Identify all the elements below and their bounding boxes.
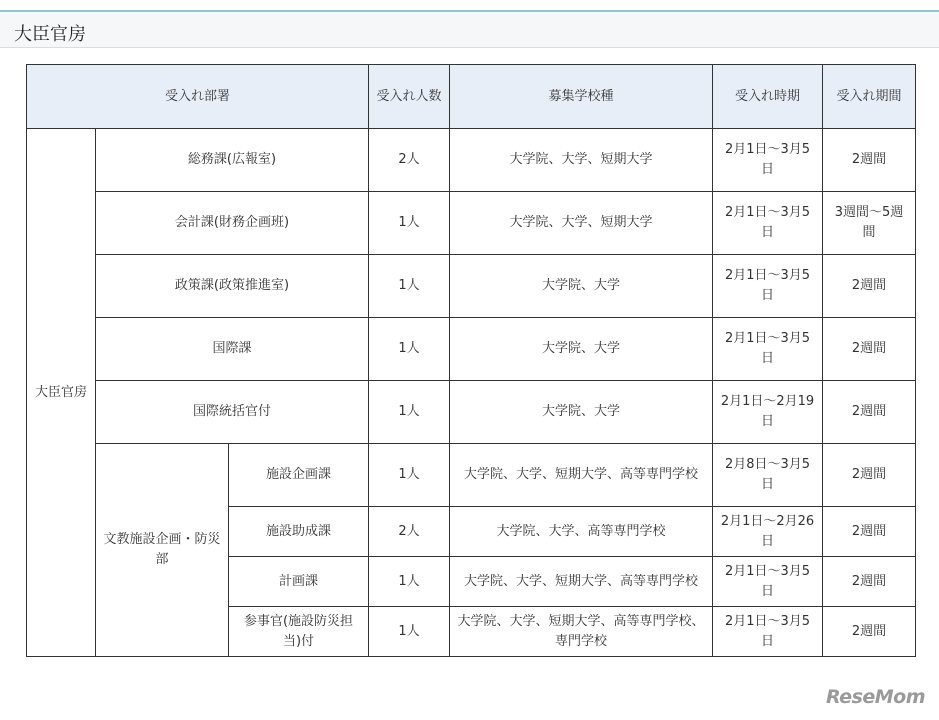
schools-cell: 大学院、大学、高等専門学校 [450, 507, 713, 557]
period-cell: 2月1日～2月19日 [713, 381, 823, 444]
schools-cell: 大学院、大学、短期大学、高等専門学校、専門学校 [450, 607, 713, 657]
count-cell: 1人 [369, 255, 450, 318]
resemom-logo: ReseMom [826, 686, 926, 708]
period-cell: 2月1日～3月5日 [713, 255, 823, 318]
duration-cell: 2週間 [823, 318, 916, 381]
table-row [27, 192, 916, 255]
header-row [27, 65, 916, 129]
section-title: 大臣官房 [14, 24, 86, 45]
schools-cell: 大学院、大学 [450, 381, 713, 444]
dept-cell: 参事官(施設防災担当)付 [229, 607, 369, 657]
duration-cell: 2週間 [823, 507, 916, 557]
period-cell: 2月1日～3月5日 [713, 129, 823, 192]
duration-cell: 3週間～5週間 [823, 192, 916, 255]
schools-cell: 大学院、大学 [450, 255, 713, 318]
header-count: 受入れ人数 [369, 65, 450, 129]
period-cell: 2月8日～3月5日 [713, 444, 823, 507]
count-cell: 1人 [369, 318, 450, 381]
duration-cell: 2週間 [823, 381, 916, 444]
duration-cell: 2週間 [823, 607, 916, 657]
dept-cell: 施設助成課 [229, 507, 369, 557]
header-department: 受入れ部署 [27, 65, 369, 129]
table-row [27, 129, 916, 192]
dept-cell: 国際課 [96, 318, 369, 381]
count-cell: 2人 [369, 507, 450, 557]
period-cell: 2月1日～3月5日 [713, 607, 823, 657]
internship-table [26, 64, 916, 657]
count-cell: 1人 [369, 444, 450, 507]
count-cell: 1人 [369, 607, 450, 657]
section-heading-bar [0, 10, 939, 48]
duration-cell: 2週間 [823, 444, 916, 507]
dept-cell: 会計課(財務企画班) [96, 192, 369, 255]
dept-cell: 総務課(広報室) [96, 129, 369, 192]
office-cell: 大臣官房 [27, 129, 96, 657]
table-row [27, 444, 916, 507]
header-schools: 募集学校種 [450, 65, 713, 129]
dept-cell: 国際統括官付 [96, 381, 369, 444]
period-cell: 2月1日～2月26日 [713, 507, 823, 557]
period-cell: 2月1日～3月5日 [713, 318, 823, 381]
subdept-cell: 文教施設企画・防災部 [96, 444, 229, 657]
dept-cell: 計画課 [229, 557, 369, 607]
period-cell: 2月1日～3月5日 [713, 192, 823, 255]
schools-cell: 大学院、大学、短期大学、高等専門学校 [450, 557, 713, 607]
duration-cell: 2週間 [823, 557, 916, 607]
duration-cell: 2週間 [823, 129, 916, 192]
header-period: 受入れ時期 [713, 65, 823, 129]
table-row [27, 381, 916, 444]
schools-cell: 大学院、大学、短期大学 [450, 192, 713, 255]
count-cell: 2人 [369, 129, 450, 192]
period-cell: 2月1日～3月5日 [713, 557, 823, 607]
dept-cell: 施設企画課 [229, 444, 369, 507]
schools-cell: 大学院、大学、短期大学 [450, 129, 713, 192]
dept-cell: 政策課(政策推進室) [96, 255, 369, 318]
schools-cell: 大学院、大学、短期大学、高等専門学校 [450, 444, 713, 507]
count-cell: 1人 [369, 557, 450, 607]
table-row [27, 318, 916, 381]
count-cell: 1人 [369, 192, 450, 255]
schools-cell: 大学院、大学 [450, 318, 713, 381]
duration-cell: 2週間 [823, 255, 916, 318]
table-row [27, 255, 916, 318]
count-cell: 1人 [369, 381, 450, 444]
header-duration: 受入れ期間 [823, 65, 916, 129]
